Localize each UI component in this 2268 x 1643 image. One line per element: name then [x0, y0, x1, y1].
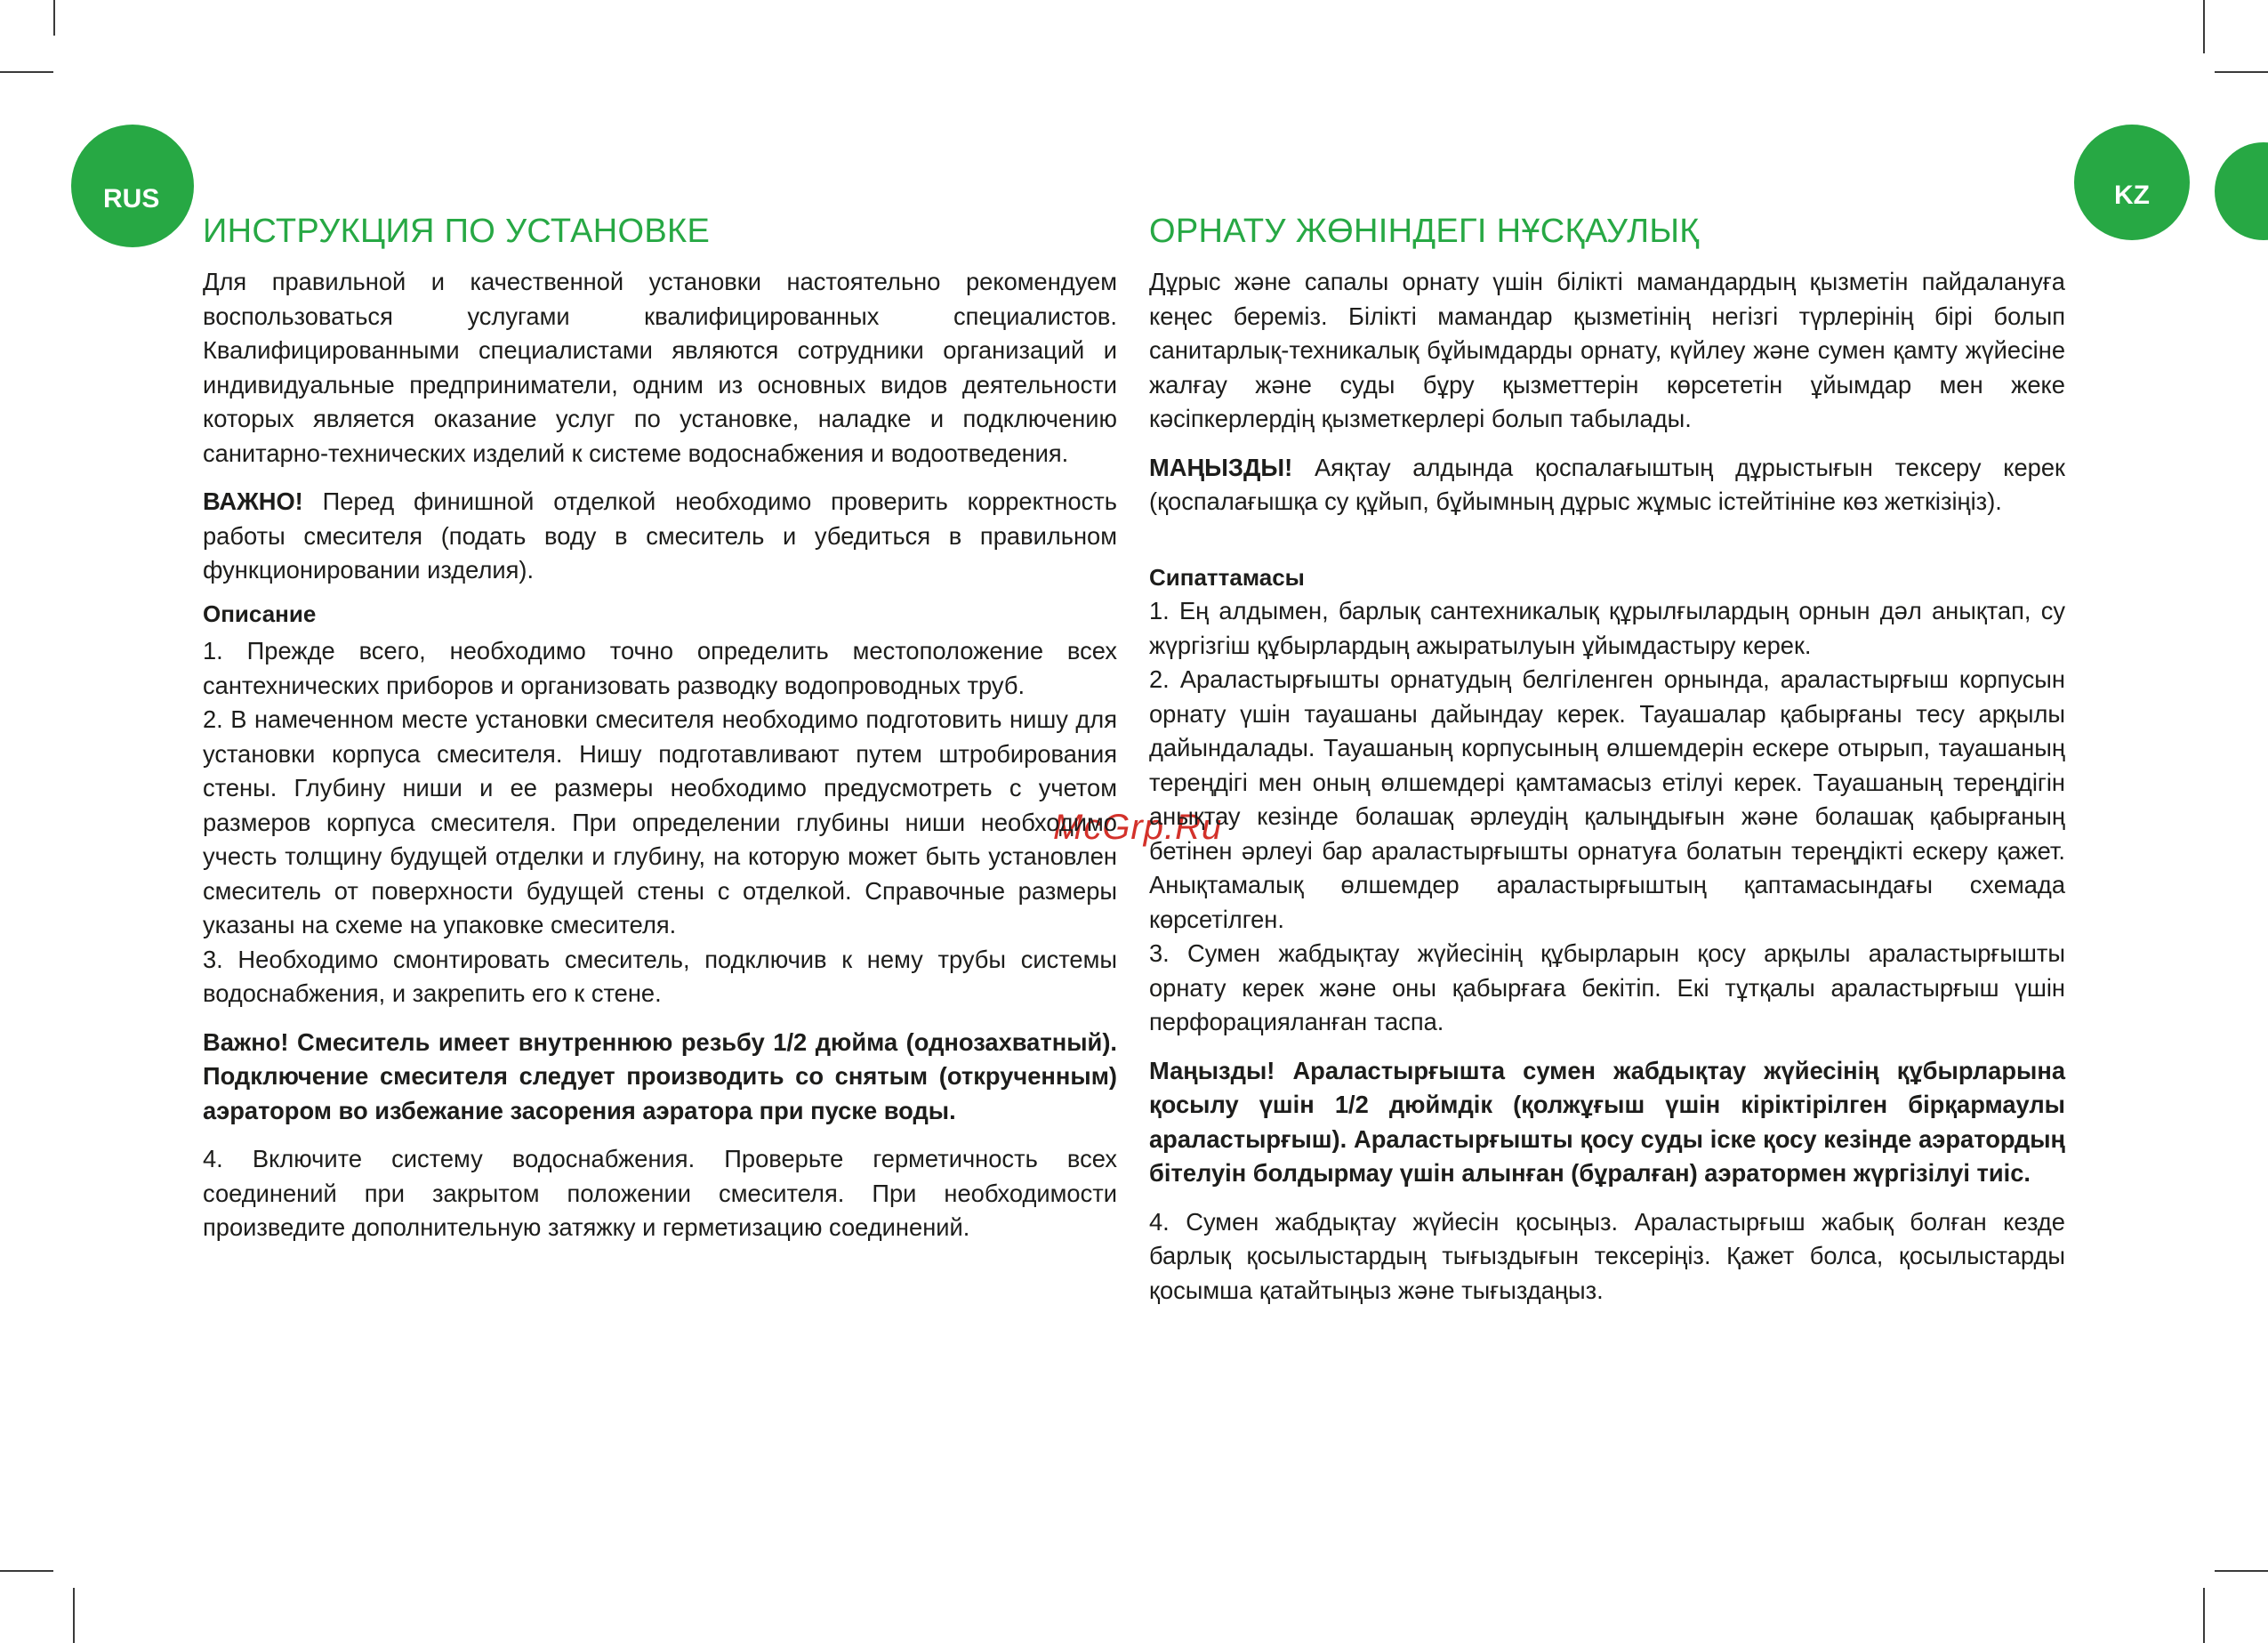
step-1-kz: 1. Ең алдымен, барлық сантехникалық құрылғылардың орнын дәл анықтап, су жүргізгіш құбырлардың ажыратылуын ұйымдастыру керек. — [1149, 597, 2065, 659]
crop-mark-top-right-h — [2215, 71, 2268, 73]
next-page-badge-edge — [2215, 142, 2268, 240]
step-2-rus: 2. В намеченном месте установки смесителя необходимо подготовить нишу для установки корпуса смесителя. Нишу подготавливают путем штробирования стены. Глубину ниши и ее размеры необходимо предусмотреть с учетом размеров корпуса смесителя. При определении глубины ниши необходимо учесть толщину будущей отделки и глубину, на которую может быть установлен смеситель от поверхности будущей стены с отделкой. Справочные размеры указаны на схеме на упаковке смесителя. — [203, 705, 1117, 938]
step-3-kz: 3. Сумен жабдықтау жүйесінің құбырларын қосу арқылы араластырғышты орнату керек және оны қабырғаға бекітіп. Екі тұтқалы араластырғыш үшін перфорацияланған таспа. — [1149, 939, 2065, 1035]
crop-mark-bottom-right-h — [2215, 1570, 2268, 1572]
crop-mark-bottom-left-v — [73, 1588, 75, 1643]
crop-mark-top-left-h — [0, 71, 53, 73]
step-1-rus: 1. Прежде всего, необходимо точно определить местоположение всех сантехнических приборов и организовать разводку водопроводных труб. — [203, 637, 1117, 699]
important-label-kz: МАҢЫЗДЫ! — [1149, 453, 1293, 481]
important-paragraph-kz — [1149, 451, 2065, 519]
page-title-rus: ИНСТРУКЦИЯ ПО УСТАНОВКЕ — [203, 213, 711, 250]
language-badge-rus: RUS — [71, 125, 194, 247]
crop-mark-top-right-v — [2203, 0, 2205, 53]
warning-paragraph-rus: Важно! Смеситель имеет внутреннюю резьбу 1/2 дюйма (однозахватный). Подключение смесителя следует производить со снятым (открученным) аэратором во избежание засорения аэратора при пуске воды. — [203, 1027, 1117, 1124]
crop-mark-bottom-left-h — [0, 1570, 53, 1572]
intro-paragraph-kz: Дұрыс және сапалы орнату үшін білікті мамандардың қызметін пайдалануға кеңес береміз. Білікті мамандар қызметінің негізгі түрлерінің бірі болып санитарлық-техникалық бұйымдарды орнату, күйлеу және сумен қамту жүйесіне жалғау және суды бұру қызметтерін көрсететін ұйымдар мен жеке кәсіпкерлердің қызметкерлері болып табылады. — [1149, 268, 2065, 432]
column-kz — [1149, 196, 2065, 1308]
warning-paragraph-kz: Маңызды! Араластырғышта сумен жабдықтау жүйесінің құбырларына қосылу үшін 1/2 дюймдік (қолжұғыш үшін кіріктірілген бірқармаулы араластырғыш). Араластырғышты қосу суды іске қосу кезінде аэратордың бітелуін болдырмау үшін алынған (бұралған) аэратормен жүргізілуі тиіс. — [1149, 1056, 2065, 1187]
crop-mark-bottom-right-v — [2203, 1588, 2205, 1643]
step-2-kz: 2. Араластырғышты орнатудың белгіленген орнында, араластырғыш корпусын орнату үшін тауашаны дайындау керек. Тауашалар қабырғаны тесу арқылы дайындалады. Тауашаның корпусының өлшемдерін ескере отырып, тауашаның тереңдігі мен оның өлшемдері қамтамасыз етілуі керек. Тауашаның тереңдігін анықтау кезінде болашақ әрлеудің қалыңдығын және болашақ қабырғаның бетінен әрлеуі бар араластырғышты орнатуға болатын тереңдікті ескеру қажет. Анықтамалық өлшемдер араластырғыштың қаптамасындағы схемада көрсетілген. — [1149, 665, 2065, 933]
page-title-kz: ОРНАТУ ЖӨНІНДЕГІ НҰСҚАУЛЫҚ — [1149, 213, 1700, 250]
step-3-rus: 3. Необходимо смонтировать смеситель, подключив к нему трубы системы водоснабжения, и закрепить его к стене. — [203, 945, 1117, 1007]
crop-mark-top-left-v — [53, 0, 55, 36]
section-heading-description-kz: Сипаттамасы — [1149, 563, 1305, 591]
important-label-rus: ВАЖНО! — [203, 487, 303, 515]
intro-paragraph-rus: Для правильной и качественной установки настоятельно рекомендуем воспользоваться услугами квалифицированных специалистов. Квалифицированными специалистами являются сотрудники организаций и индивидуальные предприниматели, одним из основных видов деятельности которых является оказание услуг по установке, наладке и подключению санитарно-технических изделий к системе водоснабжения и водоотведения. — [203, 268, 1117, 467]
step-4-rus: 4. Включите систему водоснабжения. Проверьте герметичность всех соединений при закрытом положении смесителя. При необходимости произведите дополнительную затяжку и герметизацию соединений. — [203, 1145, 1117, 1241]
section-heading-description-rus: Описание — [203, 600, 317, 627]
important-text-kz: Аяқтау алдында қоспалағыштың дұрыстығын тексеру керек (қоспалағышқа су құйып, бұйымның дұрыс жұмыс істейтініне көз жеткізіңіз). — [1149, 453, 2065, 515]
watermark: McGrp.Ru — [1053, 808, 1223, 847]
column-rus — [203, 196, 1117, 1245]
step-4-kz: 4. Сумен жабдықтау жүйесін қосыңыз. Араластырғыш жабық болған кезде барлық қосылыстардың тығыздығын тексеріңіз. Қажет болса, қосылыстарды қосымша қатайтыңыз және тығыздаңыз. — [1149, 1207, 2065, 1304]
important-text-rus: Перед финишной отделкой необходимо проверить корректность работы смесителя (подать воду в смеситель и убедиться в правильном функционировании изделия). — [203, 487, 1117, 584]
important-paragraph-rus — [203, 485, 1117, 588]
language-badge-kz: KZ — [2074, 125, 2190, 240]
